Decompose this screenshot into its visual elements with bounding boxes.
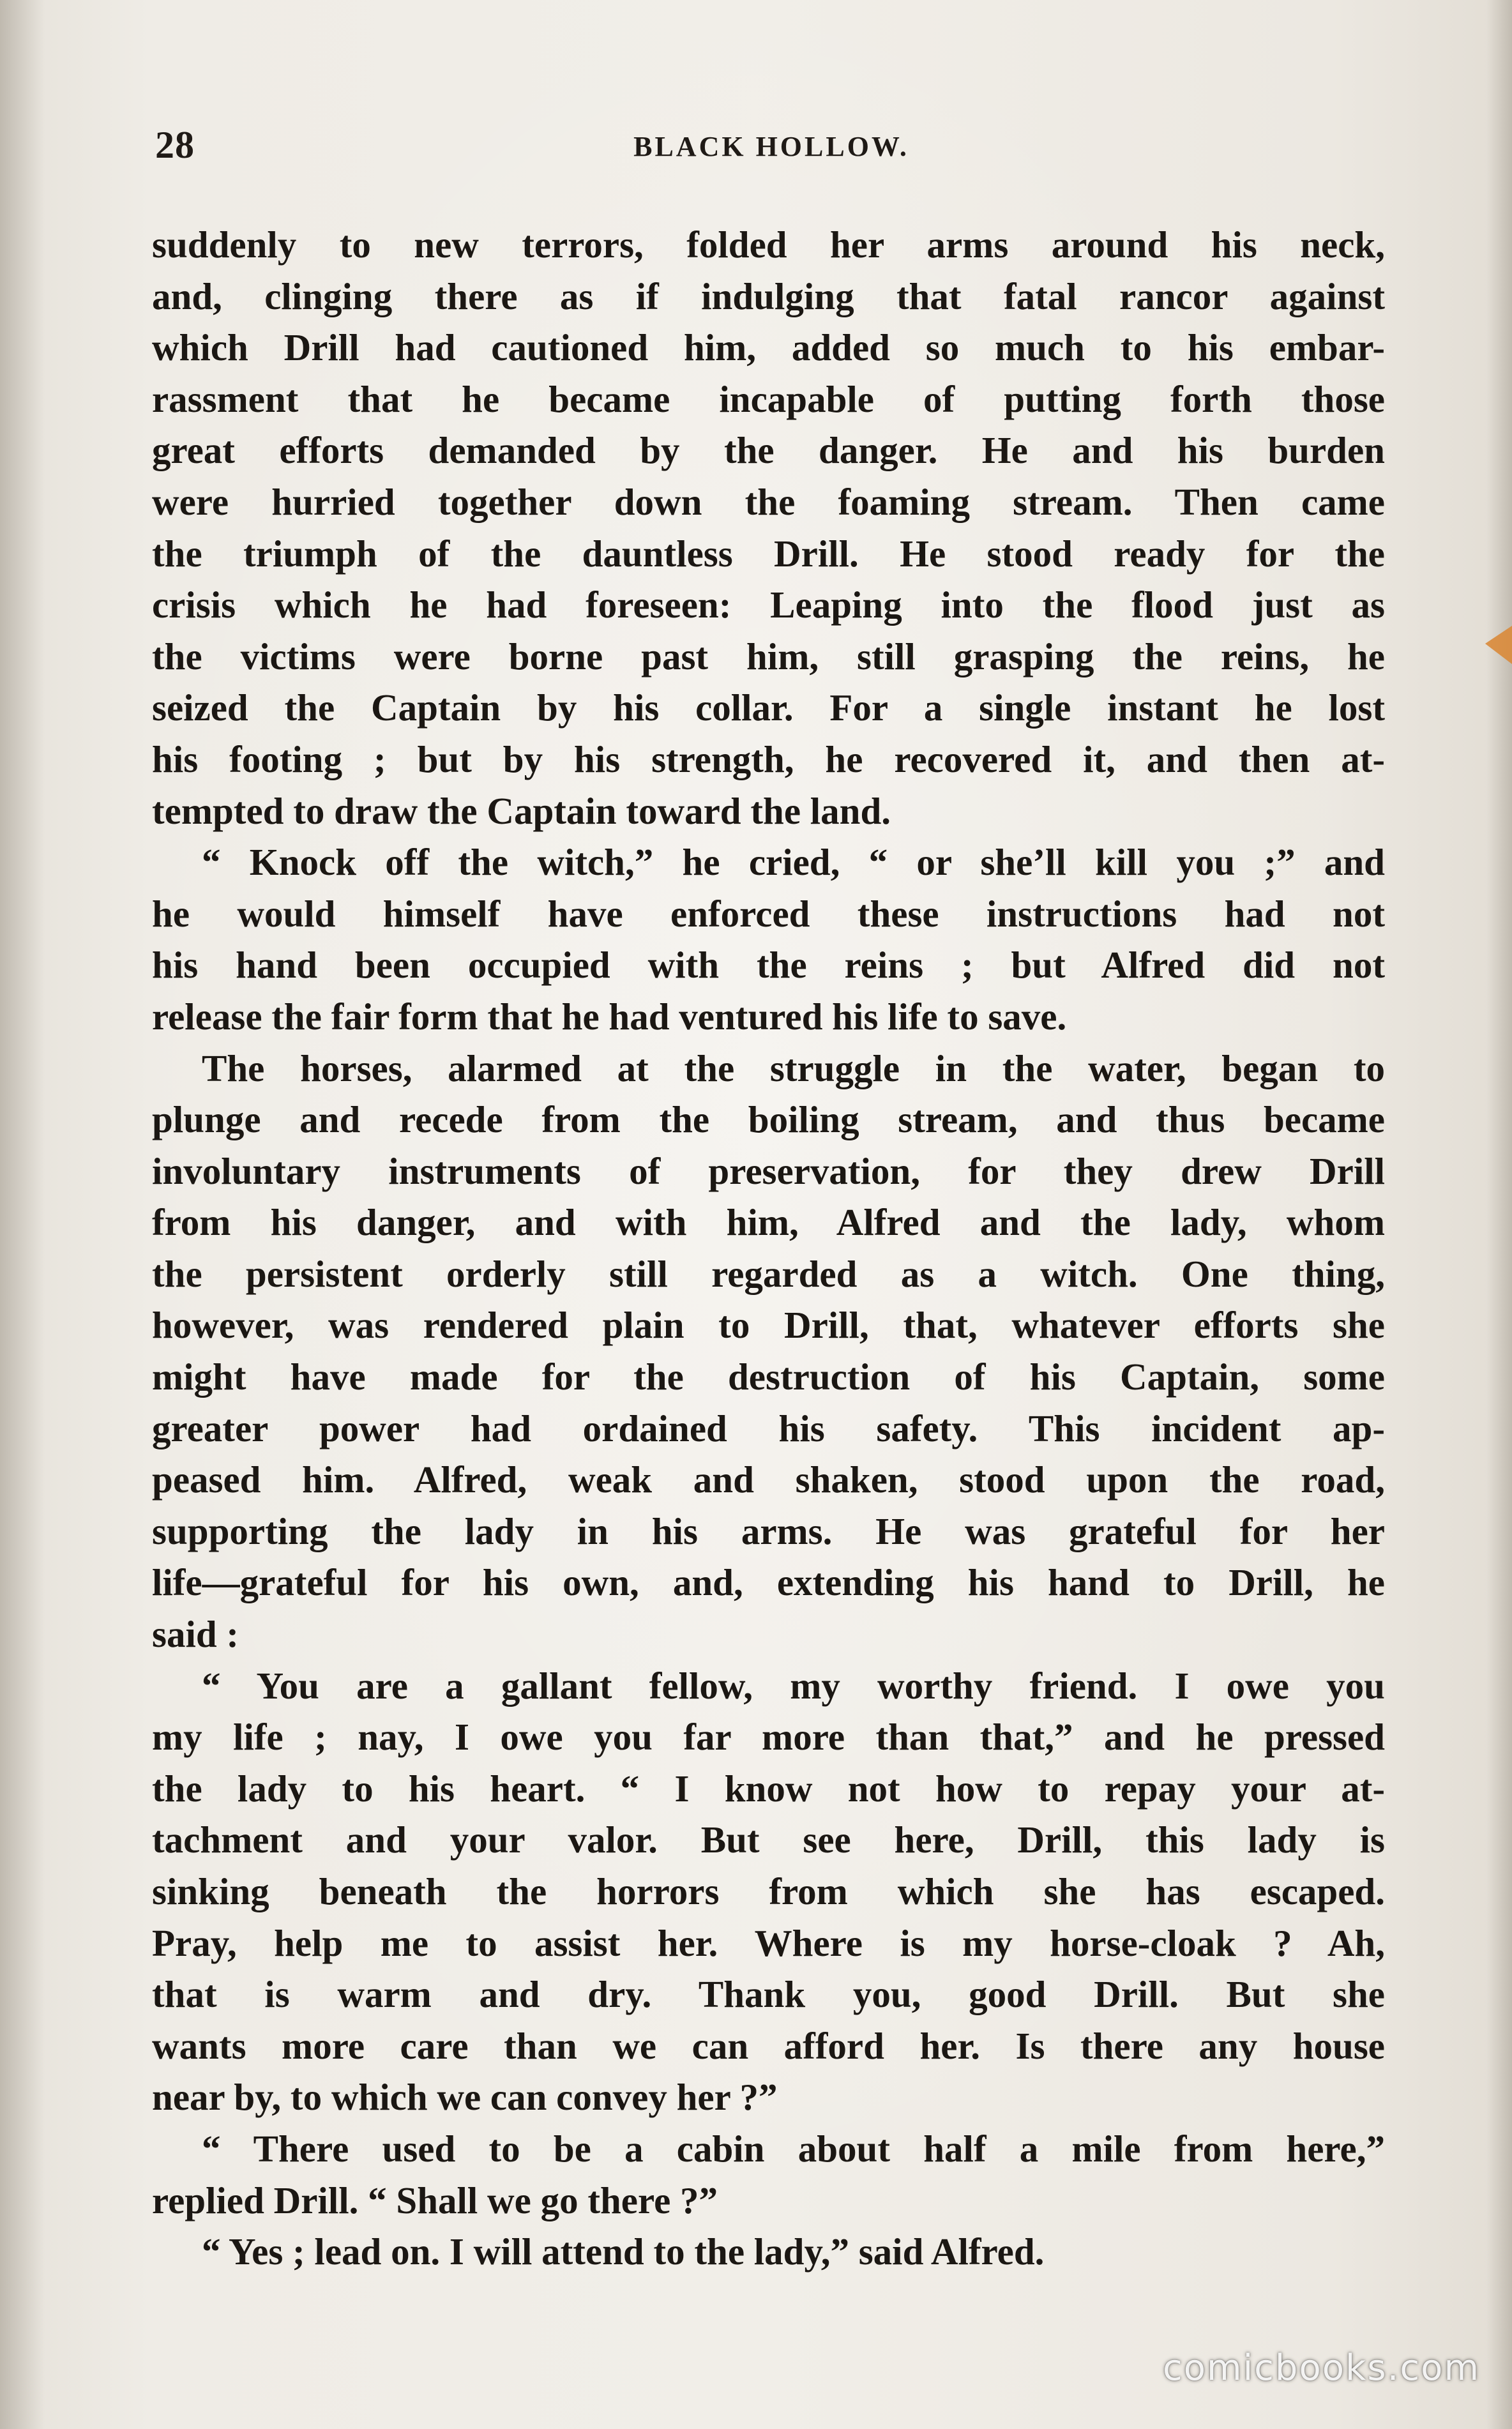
text-line: said : (152, 1613, 239, 1656)
text-line: near by, to which we can convey her ?” (152, 2076, 778, 2119)
site-watermark: comicbooks.com (1162, 2347, 1480, 2389)
text-line: were hurried together down the foaming stream. Then came (152, 480, 1385, 523)
text-line: might have made for the destruction of his Captain, some (152, 1356, 1385, 1398)
text-line: replied Drill. “ Shall we go there ?” (152, 2179, 718, 2221)
text-line: The horses, alarmed at the struggle in the water, began to (202, 1047, 1385, 1089)
text-line: my life ; nay, I owe you far more than that,” and he pressed (152, 1716, 1385, 1759)
text-line: which Drill had cautioned him, added so much to his embar- (152, 326, 1385, 369)
text-line: tempted to draw the Captain toward the land. (152, 789, 891, 832)
page-edge-shadow (1486, 0, 1512, 2429)
text-line: the lady to his heart. “ I know not how to repay your at- (152, 1767, 1385, 1810)
body-text (152, 219, 1385, 2278)
page-header (155, 123, 1387, 174)
text-line: the persistent orderly still regarded as a witch. One thing, (152, 1252, 1385, 1295)
text-line: seized the Captain by his collar. For a single instant he lost (152, 686, 1385, 729)
text-line: great efforts demanded by the danger. He and his burden (152, 429, 1385, 472)
text-line: supporting the lady in his arms. He was grateful for her (152, 1510, 1385, 1552)
text-line: his hand been occupied with the reins ; but Alfred did not (152, 944, 1385, 987)
page-gutter-shadow (0, 0, 45, 2429)
text-line: however, was rendered plain to Drill, that, whatever efforts she (152, 1304, 1385, 1347)
text-line: tachment and your valor. But see here, Drill, this lady is (152, 1819, 1385, 1861)
page-edge-stain (1485, 626, 1512, 664)
running-title: BLACK HOLLOW. (633, 131, 909, 162)
text-line: crisis which he had foreseen: Leaping into the flood just as (152, 584, 1385, 626)
text-line: he would himself have enforced these instructions had not (152, 892, 1385, 935)
text-line: rassment that he became incapable of putting forth those (152, 377, 1385, 420)
text-line: sinking beneath the horrors from which she has escaped. (152, 1870, 1385, 1912)
text-line: plunge and recede from the boiling stream, and thus became (152, 1098, 1385, 1141)
text-line: wants more care than we can afford her. Is there any house (152, 2024, 1385, 2067)
text-line: and, clinging there as if indulging that fatal rancor against (152, 275, 1385, 317)
text-line: the triumph of the dauntless Drill. He stood ready for the (152, 532, 1385, 575)
text-line: life—grateful for his own, and, extending his hand to Drill, he (152, 1561, 1385, 1604)
text-line: his footing ; but by his strength, he recovered it, and then at- (152, 738, 1385, 780)
text-line: “ You are a gallant fellow, my worthy friend. I owe you (202, 1664, 1385, 1707)
text-line: that is warm and dry. Thank you, good Drill. But she (152, 1973, 1385, 2016)
text-line: “ Knock off the witch,” he cried, “ or she’ll kill you ;” and (202, 841, 1385, 884)
page-number: 28 (155, 124, 195, 166)
text-line: greater power had ordained his safety. This incident ap- (152, 1407, 1385, 1449)
text-line: from his danger, and with him, Alfred and the lady, whom (152, 1201, 1385, 1244)
text-line: release the fair form that he had ventured his life to save. (152, 995, 1067, 1038)
text-line: suddenly to new terrors, folded her arms around his neck, (152, 223, 1385, 266)
text-line: the victims were borne past him, still grasping the reins, he (152, 635, 1385, 677)
text-line: involuntary instruments of preservation, for they drew Drill (152, 1149, 1385, 1192)
text-line: “ Yes ; lead on. I will attend to the lady,” said Alfred. (202, 2230, 1045, 2273)
text-line: peased him. Alfred, weak and shaken, stood upon the road, (152, 1458, 1385, 1501)
text-line: “ There used to be a cabin about half a mile from here,” (202, 2127, 1385, 2170)
text-line: Pray, help me to assist her. Where is my horse-cloak ? Ah, (152, 1921, 1385, 1964)
